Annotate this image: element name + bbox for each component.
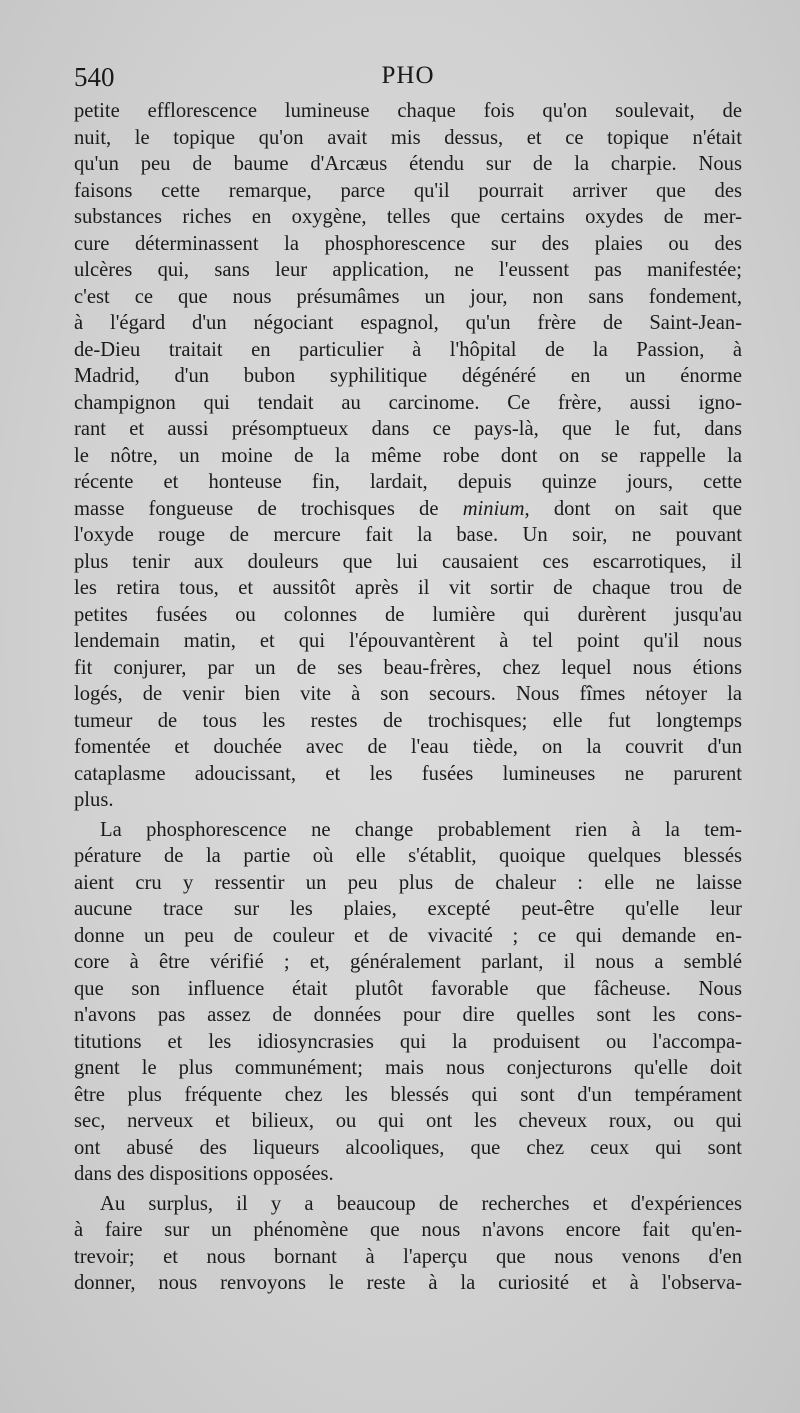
text-line: Madrid, d'un bubon syphilitique dégénéré en un énorme: [74, 365, 742, 387]
text-line: donne un peu de couleur et de vivacité ; ce qui demande en-: [74, 924, 742, 947]
text-line: aucune trace sur les plaies, excepté peut-être qu'elle leur: [74, 898, 742, 920]
text-line: champignon qui tendait au carcinome. Ce frère, aussi igno-: [74, 391, 742, 414]
text-line: l'oxyde rouge de mercure fait la base. Un soir, ne pouvant: [74, 524, 742, 546]
text-line: cataplasme adoucissant, et les fusées lumineuses ne parurent: [74, 762, 742, 785]
text-line: de-Dieu traitait en particulier à l'hôpital de la Passion, à: [74, 338, 742, 361]
text-line: les retira tous, et aussitôt après il vit sortir de chaque trou de: [74, 577, 742, 599]
text-line: pérature de la partie où elle s'établit, quoique quelques blessés: [74, 845, 742, 867]
text-line: Au surplus, il y a beaucoup de recherches et d'expériences: [100, 1192, 742, 1215]
text-line: petite efflorescence lumineuse chaque fois qu'on soulevait, de: [74, 100, 742, 122]
text-line: faisons cette remarque, parce qu'il pourrait arriver que des: [74, 179, 742, 202]
text-line: masse fongueuse de trochisques de minium, dont on sait que: [74, 497, 742, 520]
text-line: aient cru y ressentir un peu plus de chaleur : elle ne laisse: [74, 871, 742, 894]
page-number: 540: [74, 62, 115, 92]
text-line: dans des dispositions opposées.: [74, 1163, 334, 1185]
text-line: ulcères qui, sans leur application, ne l'eussent pas manifestée;: [74, 259, 742, 281]
body-text: [74, 98, 742, 1297]
text-line: titutions et les idiosyncrasies qui la produisent ou l'accompa-: [74, 1030, 742, 1053]
text-line: qu'un peu de baume d'Arcæus étendu sur de la charpie. Nous: [74, 153, 742, 175]
text-line: petites fusées ou colonnes de lumière qui durèrent jusqu'au: [74, 603, 742, 626]
text-line: être plus fréquente chez les blessés qui sont d'un tempérament: [74, 1083, 742, 1106]
text-line: plus tenir aux douleurs que lui causaient ces escarrotiques, il: [74, 550, 742, 573]
text-line: gnent le plus communément; mais nous conjecturons qu'elle doit: [74, 1057, 742, 1079]
text-line: à l'égard d'un négociant espagnol, qu'un frère de Saint-Jean-: [74, 312, 742, 334]
text-line: nuit, le topique qu'on avait mis dessus, et ce topique n'était: [74, 126, 742, 149]
paragraph: [74, 1191, 742, 1297]
text-line: trevoir; et nous bornant à l'aperçu que nous venons d'en: [74, 1245, 742, 1268]
text-line: lendemain matin, et qui l'épouvantèrent à tel point qu'il nous: [74, 630, 742, 652]
paragraph: [74, 817, 742, 1188]
text-line: à faire sur un phénomène que nous n'avons encore fait qu'en-: [74, 1219, 742, 1241]
text-line: tumeur de tous les restes de trochisques; elle fut longtemps: [74, 709, 742, 732]
text-line: que son influence était plutôt favorable que fâcheuse. Nous: [74, 977, 742, 1000]
text-line: fit conjurer, par un de ses beau-frères, chez lequel nous étions: [74, 656, 742, 679]
text-line: logés, de venir bien vite à son secours. Nous fîmes nétoyer la: [74, 683, 742, 705]
text-line: cure déterminassent la phosphorescence sur des plaies ou des: [74, 232, 742, 255]
text-line: plus.: [74, 789, 114, 811]
running-head: PHO: [381, 62, 435, 89]
text-line: La phosphorescence ne change probablement rien à la tem-: [100, 818, 742, 841]
text-line: substances riches en oxygène, telles que certains oxydes de mer-: [74, 206, 742, 228]
text-line: ont abusé des liqueurs alcooliques, que chez ceux qui sont: [74, 1136, 742, 1159]
text-line: core à être vérifié ; et, généralement parlant, il nous a semblé: [74, 951, 742, 973]
text-line: sec, nerveux et bilieux, ou qui ont les cheveux roux, ou qui: [74, 1110, 742, 1132]
text-line: récente et honteuse fin, lardait, depuis quinze jours, cette: [74, 471, 742, 493]
page-header: [74, 62, 742, 102]
text-line: donner, nous renvoyons le reste à la curiosité et à l'observa-: [74, 1272, 742, 1294]
text-line: c'est ce que nous présumâmes un jour, non sans fondement,: [74, 285, 742, 308]
text-line: rant et aussi présomptueux dans ce pays-là, que le fut, dans: [74, 418, 742, 440]
text-line: fomentée et douchée avec de l'eau tiède, on la couvrit d'un: [74, 736, 742, 758]
paragraph: [74, 98, 742, 814]
text-line: n'avons pas assez de données pour dire quelles sont les cons-: [74, 1004, 742, 1026]
text-line: le nôtre, un moine de la même robe dont on se rappelle la: [74, 444, 742, 467]
